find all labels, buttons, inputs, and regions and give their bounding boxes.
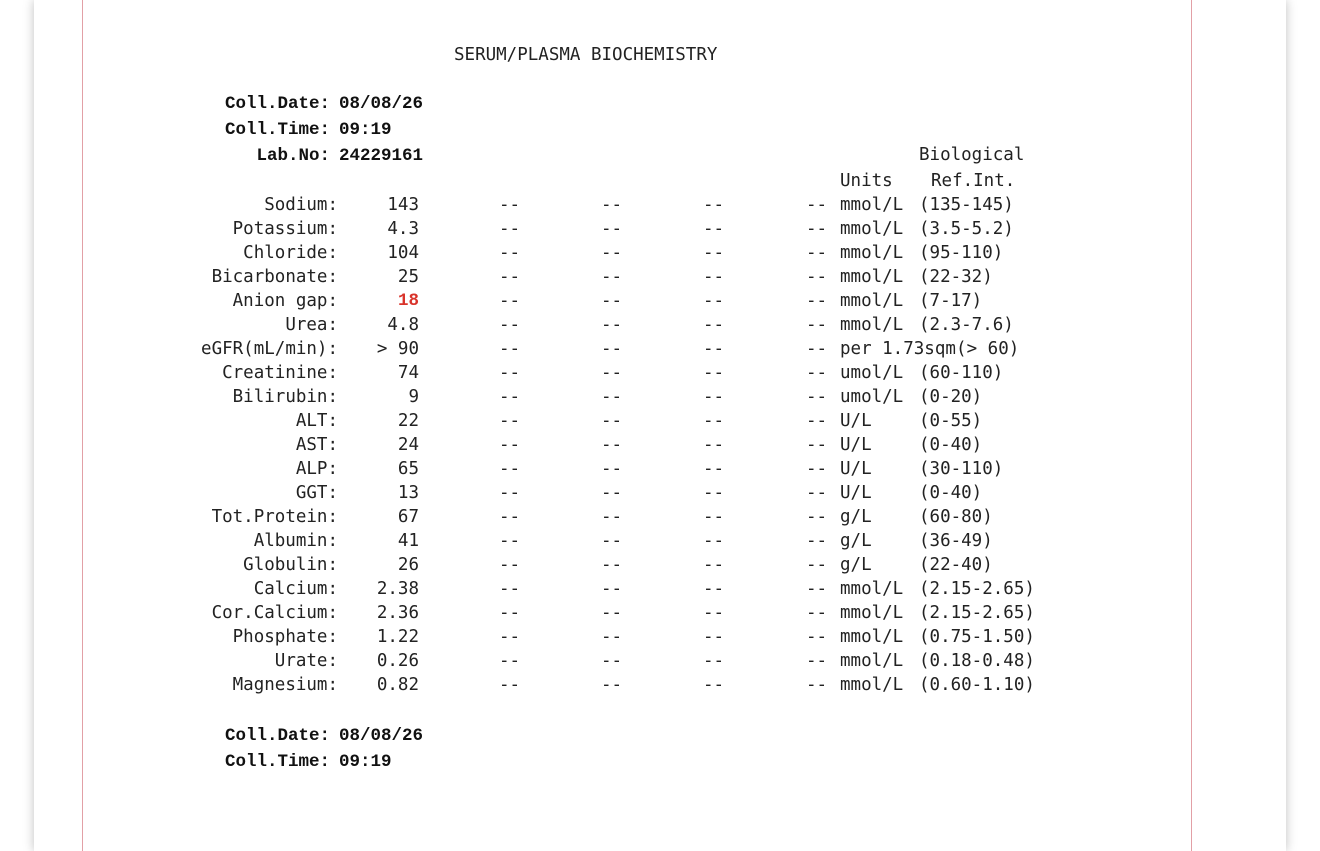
analyte-name: Albumin: [253,531,338,551]
analyte-name: Phosphate: [232,627,338,647]
empty-result-cell: -- [499,651,521,671]
empty-result-cell: -- [703,315,725,335]
empty-result-cell: -- [499,195,521,215]
units-value: mmol/L [840,243,904,263]
analyte-name: Urea: [285,315,338,335]
empty-result-cell: -- [601,579,623,599]
result-value-flagged: 18 [397,291,419,311]
analyte-name: AST: [295,435,338,455]
units-value: mmol/L [840,627,904,647]
analyte-name: Globulin: [243,555,338,575]
empty-result-cell: -- [806,363,828,383]
coll-date-label: Coll.Date: [224,94,330,114]
empty-result-cell: -- [703,219,725,239]
empty-result-cell: -- [806,483,828,503]
analyte-name: Chloride: [243,243,338,263]
analyte-name: Urate: [274,651,338,671]
empty-result-cell: -- [601,651,623,671]
footer-coll-date-label: Coll.Date: [224,726,330,746]
empty-result-cell: -- [703,243,725,263]
reference-interval: (0-40) [919,483,983,503]
empty-result-cell: -- [601,267,623,287]
reference-interval: (0.18-0.48) [919,651,1035,671]
empty-result-cell: -- [601,387,623,407]
empty-result-cell: -- [703,579,725,599]
empty-result-cell: -- [499,459,521,479]
result-value: 2.36 [376,603,419,623]
empty-result-cell: -- [806,411,828,431]
result-value: 25 [397,267,419,287]
reference-interval: (2.15-2.65) [919,579,1035,599]
footer-coll-date-value: 08/08/26 [339,726,424,746]
empty-result-cell: -- [601,243,623,263]
empty-result-cell: -- [601,627,623,647]
units-value: umol/L [840,387,904,407]
empty-result-cell: -- [703,267,725,287]
result-value: 13 [397,483,419,503]
empty-result-cell: -- [806,579,828,599]
empty-result-cell: -- [703,603,725,623]
result-value: 74 [397,363,419,383]
empty-result-cell: -- [601,339,623,359]
empty-result-cell: -- [601,411,623,431]
units-value: U/L [840,411,872,431]
result-value: 9 [408,387,419,407]
result-value: 24 [397,435,419,455]
units-value: umol/L [840,363,904,383]
empty-result-cell: -- [499,243,521,263]
units-value: mmol/L [840,579,904,599]
empty-result-cell: -- [806,291,828,311]
empty-result-cell: -- [806,627,828,647]
empty-result-cell: -- [703,675,725,695]
reference-interval: (0-20) [919,387,983,407]
units-value: U/L [840,483,872,503]
result-value: 1.22 [376,627,419,647]
empty-result-cell: -- [806,267,828,287]
reference-interval: (22-32) [919,267,993,287]
empty-result-cell: -- [499,483,521,503]
empty-result-cell: -- [499,291,521,311]
empty-result-cell: -- [806,387,828,407]
empty-result-cell: -- [499,555,521,575]
reference-interval: (135-145) [919,195,1014,215]
right-margin-line [1191,0,1192,851]
lab-no-value: 24229161 [339,146,424,166]
reference-interval: (60-110) [919,363,1004,383]
units-value: g/L [840,507,872,527]
units-value: U/L [840,435,872,455]
coll-time-value: 09:19 [339,120,392,140]
analyte-name: Magnesium: [232,675,338,695]
empty-result-cell: -- [806,243,828,263]
analyte-name: GGT: [295,483,338,503]
units-value: mmol/L [840,195,904,215]
reference-interval: (30-110) [919,459,1004,479]
reference-interval: (36-49) [919,531,993,551]
empty-result-cell: -- [806,315,828,335]
empty-result-cell: -- [601,507,623,527]
analyte-name: Potassium: [232,219,338,239]
empty-result-cell: -- [601,555,623,575]
lab-no-label: Lab.No: [256,146,330,166]
empty-result-cell: -- [703,555,725,575]
reference-interval: (2.3-7.6) [919,315,1014,335]
empty-result-cell: -- [703,387,725,407]
result-value: 41 [397,531,419,551]
result-value: 104 [387,243,419,263]
empty-result-cell: -- [703,483,725,503]
analyte-name: eGFR(mL/min): [201,339,338,359]
empty-result-cell: -- [806,675,828,695]
result-value: 65 [397,459,419,479]
empty-result-cell: -- [806,195,828,215]
result-value: > 90 [376,339,419,359]
reference-interval: (0.60-1.10) [919,675,1035,695]
empty-result-cell: -- [806,603,828,623]
empty-result-cell: -- [601,291,623,311]
units-value: U/L [840,459,872,479]
result-value: 0.26 [376,651,419,671]
units-header: Units [840,171,893,191]
empty-result-cell: -- [499,675,521,695]
units-value: mmol/L [840,219,904,239]
units-value: per 1.73sqm [840,339,956,359]
empty-result-cell: -- [806,219,828,239]
empty-result-cell: -- [806,555,828,575]
empty-result-cell: -- [703,507,725,527]
empty-result-cell: -- [703,291,725,311]
units-value: mmol/L [840,603,904,623]
units-value: g/L [840,531,872,551]
empty-result-cell: -- [499,435,521,455]
empty-result-cell: -- [806,507,828,527]
result-value: 0.82 [376,675,419,695]
empty-result-cell: -- [703,363,725,383]
empty-result-cell: -- [601,315,623,335]
footer-coll-time-label: Coll.Time: [224,752,330,772]
units-value: g/L [840,555,872,575]
empty-result-cell: -- [601,219,623,239]
empty-result-cell: -- [601,195,623,215]
empty-result-cell: -- [601,483,623,503]
analyte-name: Sodium: [264,195,338,215]
reference-interval: (2.15-2.65) [919,603,1035,623]
empty-result-cell: -- [499,363,521,383]
reference-interval: (0-40) [919,435,983,455]
analyte-name: Bicarbonate: [211,267,338,287]
empty-result-cell: -- [499,579,521,599]
empty-result-cell: -- [806,531,828,551]
empty-result-cell: -- [499,603,521,623]
ref-int-header: Ref.Int. [931,171,1016,191]
analyte-name: ALP: [295,459,338,479]
units-value: mmol/L [840,675,904,695]
empty-result-cell: -- [703,459,725,479]
empty-result-cell: -- [806,651,828,671]
analyte-name: Bilirubin: [232,387,338,407]
units-value: mmol/L [840,651,904,671]
reference-interval: (> 60) [956,339,1020,359]
reference-interval: (3.5-5.2) [919,219,1014,239]
biological-header: Biological [919,145,1025,165]
units-value: mmol/L [840,267,904,287]
report-title: SERUM/PLASMA BIOCHEMISTRY [454,45,718,65]
result-value: 26 [397,555,419,575]
empty-result-cell: -- [703,651,725,671]
reference-interval: (7-17) [919,291,983,311]
empty-result-cell: -- [703,339,725,359]
empty-result-cell: -- [806,435,828,455]
empty-result-cell: -- [499,411,521,431]
empty-result-cell: -- [499,219,521,239]
analyte-name: Anion gap: [232,291,338,311]
empty-result-cell: -- [703,627,725,647]
analyte-name: Calcium: [253,579,338,599]
result-value: 4.3 [387,219,419,239]
analyte-name: ALT: [295,411,338,431]
empty-result-cell: -- [601,675,623,695]
empty-result-cell: -- [499,507,521,527]
reference-interval: (60-80) [919,507,993,527]
empty-result-cell: -- [703,195,725,215]
empty-result-cell: -- [703,435,725,455]
empty-result-cell: -- [703,531,725,551]
empty-result-cell: -- [601,531,623,551]
empty-result-cell: -- [806,459,828,479]
empty-result-cell: -- [499,267,521,287]
reference-interval: (0.75-1.50) [919,627,1035,647]
analyte-name: Tot.Protein: [211,507,338,527]
empty-result-cell: -- [806,339,828,359]
result-value: 2.38 [376,579,419,599]
result-value: 67 [397,507,419,527]
reference-interval: (0-55) [919,411,983,431]
empty-result-cell: -- [499,387,521,407]
empty-result-cell: -- [601,603,623,623]
empty-result-cell: -- [601,435,623,455]
reference-interval: (22-40) [919,555,993,575]
empty-result-cell: -- [601,363,623,383]
empty-result-cell: -- [703,411,725,431]
analyte-name: Cor.Calcium: [211,603,338,623]
empty-result-cell: -- [601,459,623,479]
reference-interval: (95-110) [919,243,1004,263]
empty-result-cell: -- [499,531,521,551]
empty-result-cell: -- [499,339,521,359]
result-value: 4.8 [387,315,419,335]
left-margin-line [82,0,83,851]
coll-time-label: Coll.Time: [224,120,330,140]
footer-coll-time-value: 09:19 [339,752,392,772]
units-value: mmol/L [840,291,904,311]
empty-result-cell: -- [499,627,521,647]
result-value: 22 [397,411,419,431]
result-value: 143 [387,195,419,215]
units-value: mmol/L [840,315,904,335]
analyte-name: Creatinine: [222,363,338,383]
empty-result-cell: -- [499,315,521,335]
coll-date-value: 08/08/26 [339,94,424,114]
